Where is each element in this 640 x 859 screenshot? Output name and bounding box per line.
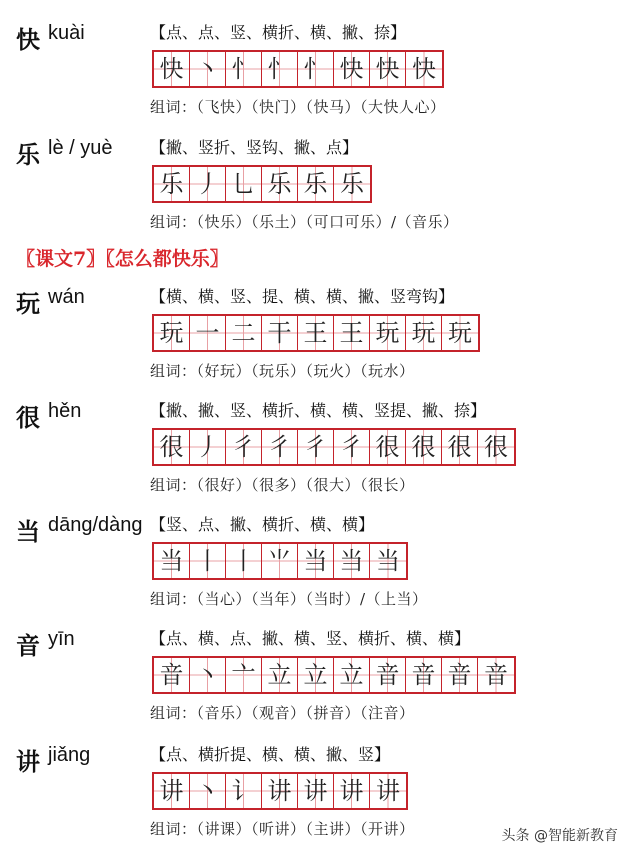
- character-heading: 很: [16, 404, 40, 432]
- stroke-step: 乐: [303, 170, 328, 198]
- stroke-step: 音: [411, 661, 436, 689]
- stroke-step: 干: [267, 319, 292, 347]
- stroke-step: 讲: [267, 777, 292, 805]
- stroke-cell: [298, 544, 334, 578]
- stroke-cell: [370, 658, 406, 692]
- stroke-cell: [370, 52, 406, 86]
- stroke-cell: [226, 774, 262, 808]
- word-examples: 组词：（飞快）（快门）（快马）（大快人心）: [150, 98, 446, 116]
- character-heading: 音: [16, 632, 40, 660]
- stroke-step: 讲: [303, 777, 328, 805]
- stroke-cell: [190, 52, 226, 86]
- stroke-step: 忄: [267, 55, 292, 83]
- stroke-grid: [152, 772, 408, 810]
- stroke-step: 快: [375, 55, 400, 83]
- stroke-cell: [298, 316, 334, 350]
- stroke-step: 很: [159, 433, 184, 461]
- stroke-cell: [478, 658, 514, 692]
- character-entry: [0, 264, 640, 379]
- lesson-heading: 〖课文7〗〖怎么都快乐〗: [16, 248, 229, 270]
- stroke-step: 快: [159, 55, 184, 83]
- stroke-cell: [226, 316, 262, 350]
- stroke-step: 音: [484, 661, 508, 689]
- stroke-cell: [154, 774, 190, 808]
- stroke-step: 很: [375, 433, 400, 461]
- stroke-step: 丿: [195, 433, 220, 461]
- stroke-cell: [334, 167, 370, 201]
- stroke-cell: [154, 52, 190, 86]
- stroke-cell: [406, 430, 442, 464]
- character-entry: [0, 0, 640, 115]
- character-entry: [0, 378, 640, 493]
- word-examples: 组词：（快乐）（乐土）（可口可乐）/（音乐）: [150, 213, 459, 231]
- stroke-grid: [152, 165, 372, 203]
- stroke-order-list: 【点、横、点、撇、横、竖、横折、横、横】: [150, 629, 471, 648]
- pinyin: jiǎng: [48, 744, 91, 766]
- pinyin: hěn: [48, 400, 82, 422]
- stroke-cell: [154, 544, 190, 578]
- stroke-grid: [152, 428, 516, 466]
- stroke-step: 丶: [195, 55, 220, 83]
- stroke-grid: [152, 314, 480, 352]
- stroke-cell: [262, 52, 298, 86]
- stroke-cell: [298, 430, 334, 464]
- stroke-step: 忄: [231, 55, 256, 83]
- stroke-step: 立: [267, 661, 292, 689]
- stroke-step: 丿: [195, 170, 220, 198]
- stroke-cell: [154, 430, 190, 464]
- stroke-step: 音: [159, 661, 184, 689]
- stroke-cell: [478, 430, 514, 464]
- stroke-cell: [262, 544, 298, 578]
- stroke-cell: [370, 316, 406, 350]
- character-heading: 快: [16, 26, 40, 54]
- stroke-step: 一: [195, 319, 220, 347]
- stroke-order-list: 【点、点、竖、横折、横、撇、捺】: [150, 23, 407, 42]
- stroke-step: 玩: [411, 319, 436, 347]
- stroke-step: 玩: [159, 319, 184, 347]
- stroke-grid: [152, 656, 516, 694]
- stroke-step: 当: [159, 547, 184, 575]
- stroke-cell: [262, 658, 298, 692]
- pinyin: lè / yuè: [48, 137, 113, 159]
- stroke-step: 当: [303, 547, 328, 575]
- stroke-cell: [154, 658, 190, 692]
- stroke-step: 乚: [231, 170, 256, 198]
- stroke-cell: [298, 52, 334, 86]
- character-entry: [0, 492, 640, 607]
- stroke-cell: [442, 430, 478, 464]
- stroke-cell: [262, 430, 298, 464]
- stroke-cell: [226, 52, 262, 86]
- stroke-step: 快: [412, 55, 436, 83]
- character-entry: [0, 722, 640, 837]
- pinyin: kuài: [48, 22, 85, 44]
- stroke-step: 彳: [303, 433, 328, 461]
- stroke-step: 彳: [339, 433, 364, 461]
- stroke-step: 亠: [231, 661, 256, 689]
- stroke-step: 彳: [231, 433, 256, 461]
- stroke-cell: [190, 774, 226, 808]
- stroke-cell: [298, 658, 334, 692]
- stroke-step: 很: [484, 433, 508, 461]
- stroke-step: 玩: [375, 319, 400, 347]
- stroke-step: 丨: [231, 547, 256, 575]
- stroke-cell: [334, 430, 370, 464]
- stroke-step: 很: [447, 433, 472, 461]
- stroke-step: 乐: [340, 170, 364, 198]
- character-heading: 乐: [16, 141, 40, 169]
- stroke-cell: [190, 544, 226, 578]
- stroke-cell: [190, 167, 226, 201]
- stroke-order-list: 【竖、点、撇、横折、横、横】: [150, 515, 375, 534]
- stroke-grid: [152, 50, 444, 88]
- character-heading: 讲: [16, 748, 40, 776]
- stroke-cell: [190, 316, 226, 350]
- stroke-cell: [370, 544, 406, 578]
- stroke-step: 讲: [376, 777, 400, 805]
- stroke-cell: [262, 774, 298, 808]
- word-examples: 组词：（很好）（很多）（很大）（很长）: [150, 476, 415, 494]
- pinyin: yīn: [48, 628, 75, 650]
- stroke-order-list: 【横、横、竖、提、横、横、撇、竖弯钩】: [150, 287, 455, 306]
- stroke-cell: [442, 658, 478, 692]
- stroke-cell: [334, 52, 370, 86]
- character-heading: 玩: [16, 290, 40, 318]
- watermark: 头条 @智能新教育: [501, 828, 618, 844]
- stroke-step: 当: [339, 547, 364, 575]
- pinyin: dāng/dàng: [48, 514, 143, 536]
- stroke-cell: [226, 167, 262, 201]
- stroke-step: 讠: [231, 777, 256, 805]
- stroke-step: 立: [339, 661, 364, 689]
- stroke-step: 丨: [195, 547, 220, 575]
- stroke-cell: [226, 658, 262, 692]
- stroke-cell: [370, 430, 406, 464]
- stroke-step: 丶: [195, 777, 220, 805]
- stroke-cell: [406, 658, 442, 692]
- stroke-step: 音: [447, 661, 472, 689]
- stroke-cell: [334, 544, 370, 578]
- stroke-order-list: 【撇、竖折、竖钩、撇、点】: [150, 138, 359, 157]
- word-examples: 组词：（音乐）（观音）（拼音）（注音）: [150, 704, 415, 722]
- stroke-cell: [154, 167, 190, 201]
- stroke-cell: [226, 430, 262, 464]
- stroke-step: 忄: [303, 55, 328, 83]
- stroke-step: 王: [303, 319, 328, 347]
- stroke-cell: [442, 316, 478, 350]
- word-examples: 组词：（当心）（当年）（当时）/（上当）: [150, 590, 428, 608]
- stroke-step: 彳: [267, 433, 292, 461]
- stroke-step: 讲: [159, 777, 184, 805]
- stroke-cell: [262, 167, 298, 201]
- word-examples: 组词：（讲课）（听讲）（主讲）（开讲）: [150, 820, 415, 838]
- stroke-step: 快: [339, 55, 364, 83]
- stroke-cell: [226, 544, 262, 578]
- character-entry: [0, 115, 640, 230]
- stroke-step: 丶: [195, 661, 220, 689]
- stroke-step: 玩: [448, 319, 472, 347]
- stroke-cell: [190, 430, 226, 464]
- stroke-order-list: 【撇、撇、竖、横折、横、横、竖提、撇、捺】: [150, 401, 487, 420]
- stroke-cell: [334, 658, 370, 692]
- stroke-cell: [334, 774, 370, 808]
- stroke-step: 乐: [159, 170, 184, 198]
- stroke-cell: [334, 316, 370, 350]
- stroke-cell: [406, 52, 442, 86]
- stroke-step: ⺌: [267, 547, 292, 575]
- stroke-step: 乐: [267, 170, 292, 198]
- stroke-cell: [298, 774, 334, 808]
- stroke-cell: [370, 774, 406, 808]
- character-entry: [0, 606, 640, 721]
- stroke-step: 当: [376, 547, 400, 575]
- stroke-step: 讲: [339, 777, 364, 805]
- stroke-step: 立: [303, 661, 328, 689]
- character-heading: 当: [16, 518, 40, 546]
- stroke-order-list: 【点、横折提、横、横、撇、竖】: [150, 745, 391, 764]
- stroke-step: 音: [375, 661, 400, 689]
- stroke-cell: [154, 316, 190, 350]
- stroke-cell: [262, 316, 298, 350]
- pinyin: wán: [48, 286, 85, 308]
- stroke-step: 王: [339, 319, 364, 347]
- stroke-step: 很: [411, 433, 436, 461]
- stroke-cell: [406, 316, 442, 350]
- word-examples: 组词：（好玩）（玩乐）（玩火）（玩水）: [150, 362, 415, 380]
- stroke-cell: [298, 167, 334, 201]
- stroke-grid: [152, 542, 408, 580]
- stroke-cell: [190, 658, 226, 692]
- stroke-step: 二: [231, 319, 256, 347]
